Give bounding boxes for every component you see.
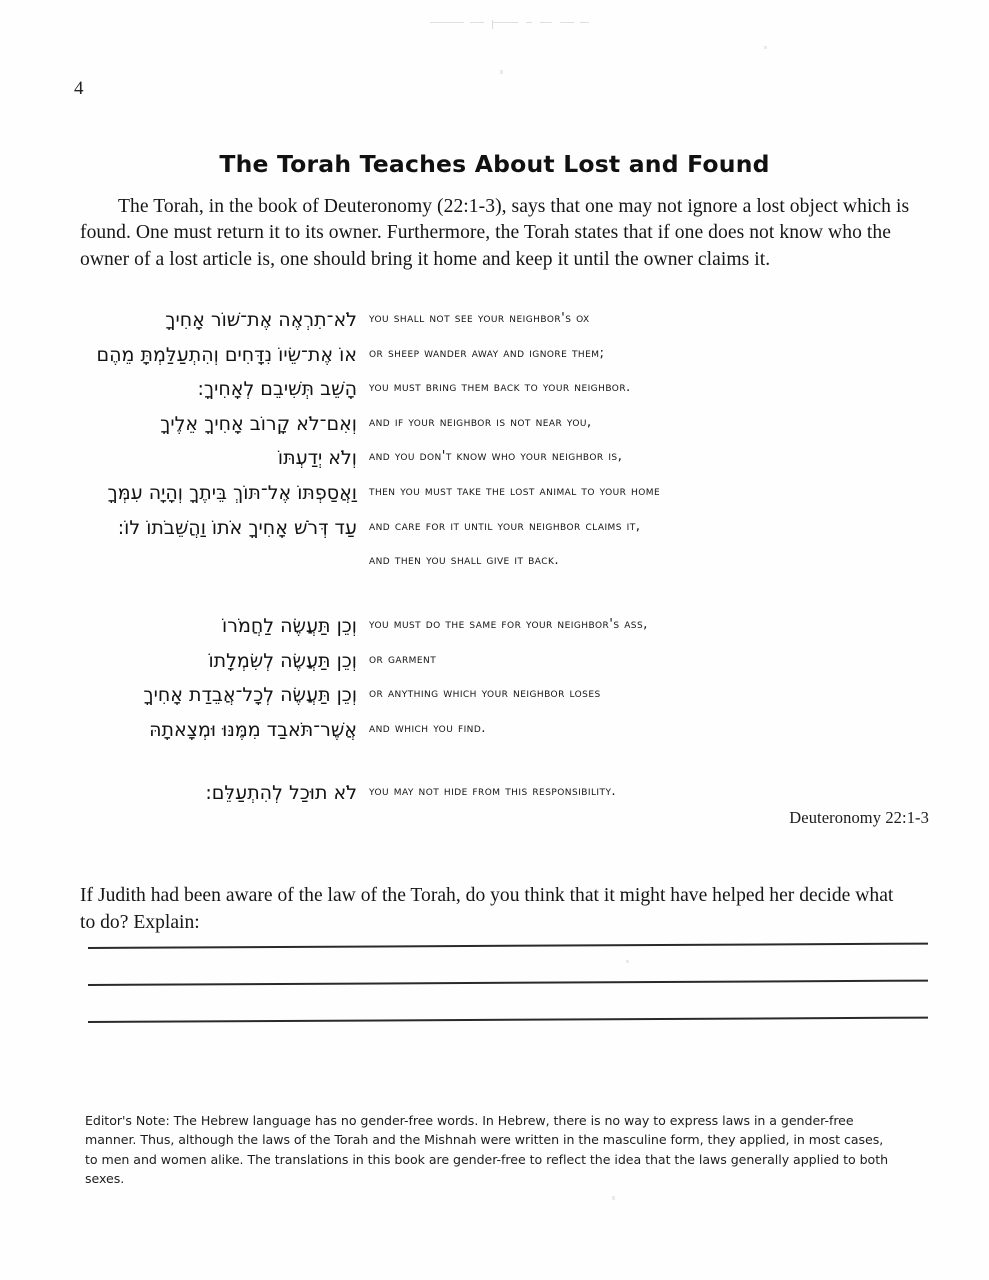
- scan-speck: [764, 46, 767, 49]
- english-translation: you shall not see your neighbor's ox: [369, 311, 590, 326]
- english-translation: you must bring them back to your neighbor.: [369, 380, 631, 396]
- verse-block-first: [0, 307, 989, 584]
- hebrew-text: וְכֵן תַּעֲשֶׂה לַחֲמֹרוֹ: [222, 615, 357, 637]
- english-translation: you may not hide from this responsibility.: [369, 784, 617, 799]
- hebrew-text: עַד דְּרֹשׁ אָחִיךָ אֹתוֹ וַהֲשֵׁבֹתוֹ לוֹ:: [117, 516, 357, 539]
- page-title: The Torah Teaches About Lost and Found: [219, 149, 770, 178]
- discussion-question: If Judith had been aware of the law of the Torah, do you think that it might have helped her decide what to do? Explain:: [80, 884, 894, 933]
- scan-speck: [626, 960, 629, 963]
- hebrew-text: לֹא תוּכַל לְהִתְעַלֵּם:: [205, 782, 357, 804]
- verse-line: [0, 682, 989, 717]
- verse-line: [0, 480, 989, 515]
- english-translation: then you must take the lost animal to your home: [369, 483, 661, 499]
- english-translation: you must do the same for your neighbor's ass,: [369, 617, 648, 632]
- english-translation: and if your neighbor is not near you,: [369, 414, 592, 430]
- verse-line: [0, 613, 989, 648]
- hebrew-text: אוֹ אֶת־שֵׂיוֹ נִדָּחִים וְהִתְעַלַּמְתָּ מֵהֶם: [96, 343, 357, 366]
- english-translation: and which you find.: [369, 720, 486, 736]
- answer-line[interactable]: [88, 943, 928, 949]
- verse-line: [0, 342, 989, 377]
- hebrew-text: וַאֲסַפְתּוֹ אֶל־תּוֹךְ בֵּיתֶךָ וְהָיָה עִמְּךָ: [107, 481, 357, 504]
- scan-speck: [500, 70, 503, 74]
- hebrew-text: וְלֹא יְדַעְתּוֹ: [277, 447, 357, 470]
- verse-line: [0, 445, 989, 480]
- scan-speck: [612, 1196, 615, 1200]
- editors-note: Editor's Note: The Hebrew language has no gender-free words. In Hebrew, there is no way to express laws in a gender-free manner. Thus, although the laws of the Torah and the Mishnah were written in the masculine form, they applied, in most cases, to men and women alike. The translations in this book are gender-free to reflect the idea that the laws generally applied to both sexes.: [85, 1112, 889, 1187]
- english-translation: or sheep wander away and ignore them;: [369, 345, 605, 361]
- verse-line: [0, 648, 989, 683]
- verse-line: [0, 549, 989, 584]
- answer-line[interactable]: [88, 980, 928, 986]
- page-number: 4: [74, 78, 84, 99]
- english-translation: or anything which your neighbor loses: [369, 686, 601, 702]
- verse-line: [0, 376, 989, 411]
- hebrew-text: וְכֵן תַּעֲשֶׂה לְשִׂמְלָתוֹ: [208, 649, 357, 672]
- answer-line[interactable]: [88, 1017, 928, 1023]
- english-translation: and care for it until your neighbor claims it,: [369, 518, 641, 534]
- scan-artifact: [430, 18, 590, 28]
- verse-line: [0, 515, 989, 550]
- hebrew-text: לֹא־תִרְאֶה אֶת־שׁוֹר אָחִיךָ: [165, 309, 357, 331]
- verse-line: [0, 717, 989, 752]
- english-translation: and you don't know who your neighbor is,: [369, 449, 623, 465]
- scripture-citation: Deuteronomy 22:1-3: [789, 808, 929, 827]
- intro-paragraph: The Torah, in the book of Deuteronomy (22:1-3), says that one may not ignore a lost object which is found. One must return it to its owner. Furthermore, the Torah states that if one does not know who the owner of a lost article is, one should bring it home and keep it until the owner claims it.: [80, 195, 910, 270]
- hebrew-text: אֲשֶׁר־תֹּאבַד מִמֶּנּוּ וּמְצָאתָהּ: [149, 718, 357, 741]
- hebrew-text: וְאִם־לֹא קָרוֹב אָחִיךָ אֵלֶיךָ: [160, 412, 357, 435]
- verse-line: [0, 411, 989, 446]
- verse-block-second: [0, 613, 989, 751]
- english-translation: and then you shall give it back.: [369, 553, 560, 569]
- hebrew-text: וְכֵן תַּעֲשֶׂה לְכָל־אֲבֵדַת אָחִיךָ: [143, 684, 357, 707]
- hebrew-text: הָשֵׁב תְּשִׁיבֵם לְאָחִיךָ:: [197, 378, 357, 401]
- english-translation: or garment: [369, 651, 437, 667]
- verse-line: [0, 307, 989, 342]
